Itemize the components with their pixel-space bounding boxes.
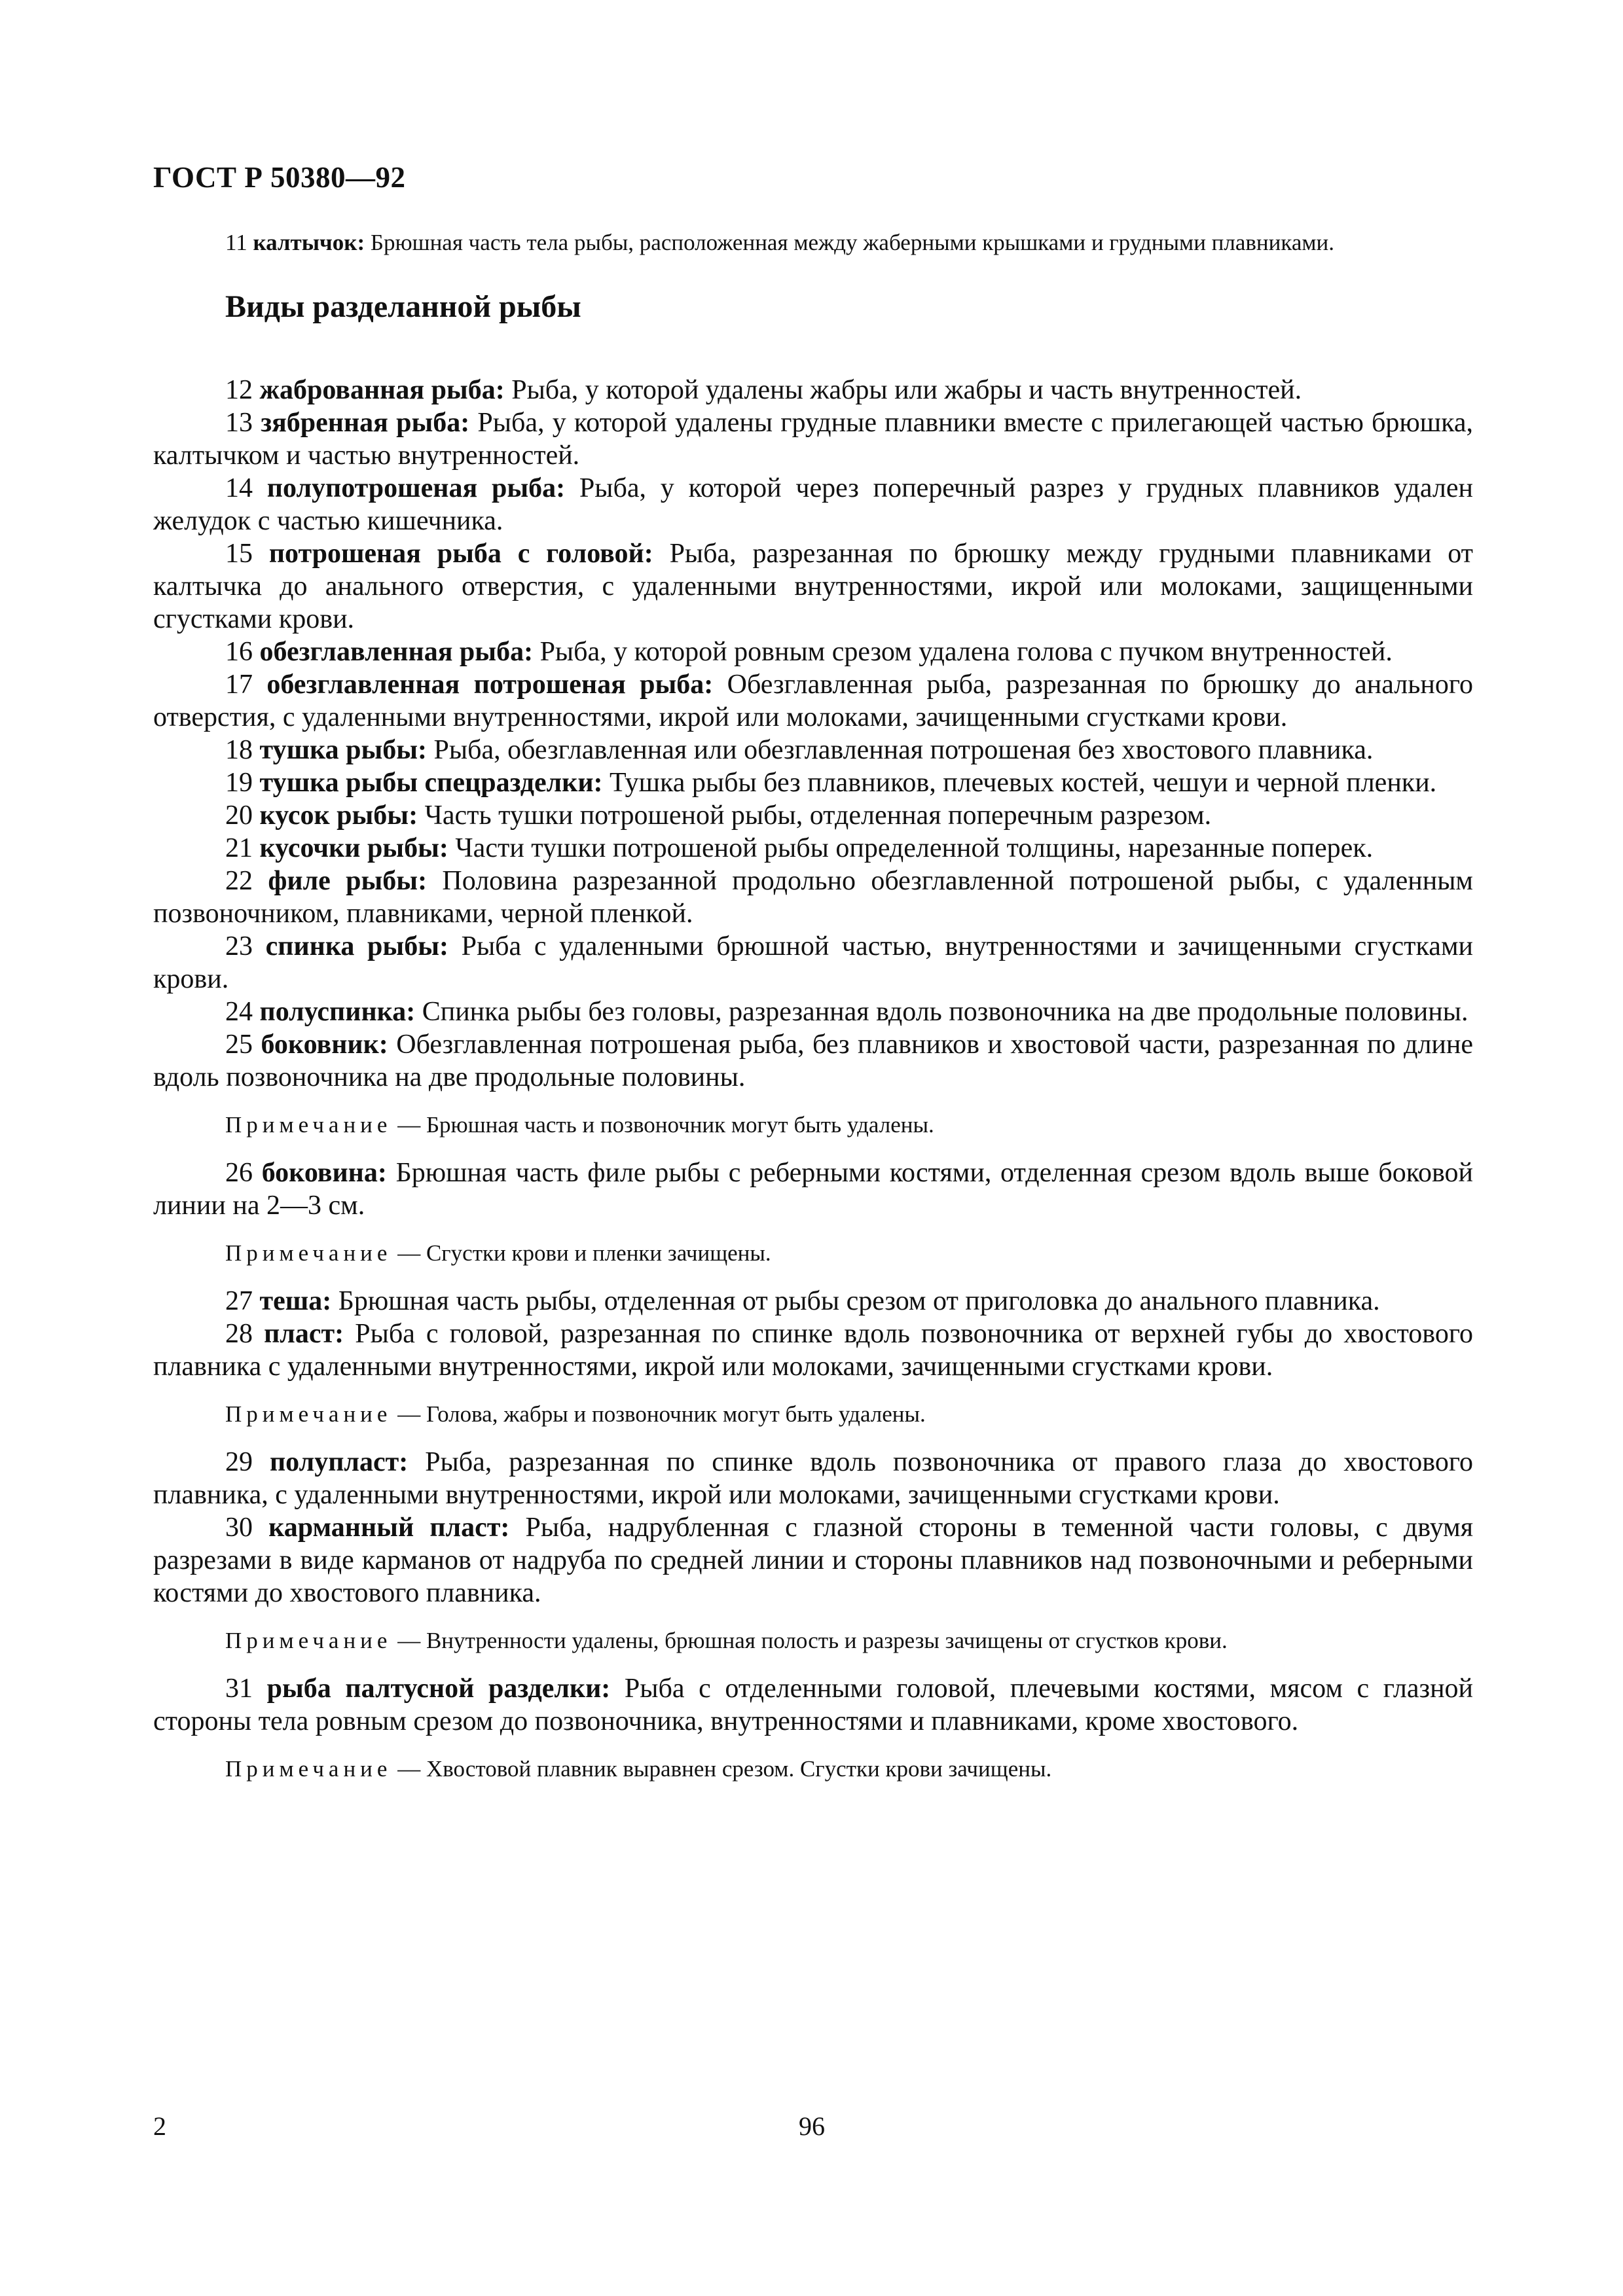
entry-text: Обезглавленная рыба, разрезанная по брюшку до анального отверстия, с удаленными внутренностями, икрой или молоками, зачищенными сгустками крови. [153, 670, 1474, 732]
entry-number: 13 [225, 408, 253, 438]
entry-text: Обезглавленная потрошеная рыба, без плавников и хвостовой части, разрезанная по длине вдоль позвоночника на две продольные половины. [153, 1030, 1474, 1092]
entry-text: Брюшная часть тела рыбы, расположенная между жаберными крышками и грудными плавниками. [370, 230, 1335, 255]
entry-term: полупотрошеная рыба: [266, 473, 566, 503]
note [153, 1111, 1473, 1139]
page-number: 2 [153, 2111, 166, 2141]
definition-entry [153, 996, 1473, 1028]
entry-text: Рыба, у которой через поперечный разрез у грудных плавников удален желудок с частью кишечника. [153, 473, 1473, 536]
entry-term: теша: [259, 1286, 332, 1316]
definition-entry [153, 1157, 1473, 1222]
entry-term: кусок рыбы: [259, 800, 418, 831]
entry-number: 15 [225, 539, 253, 569]
document-header: ГОСТ Р 50380—92 [153, 161, 406, 194]
entry-term: пласт: [264, 1319, 344, 1349]
entry-number: 25 [225, 1030, 253, 1060]
definition-entry [153, 930, 1473, 996]
sheet-number: 96 [799, 2111, 825, 2141]
definition-entry [153, 1511, 1473, 1609]
entry-number: 26 [225, 1158, 253, 1188]
definition-entry [153, 406, 1473, 472]
entry-text: Спинка рыбы без головы, разрезанная вдоль позвоночника на две продольные половины. [422, 997, 1468, 1027]
definition-entry [153, 832, 1473, 865]
entry-text: Рыба с отделенными головой, плечевыми костями, мясом с глазной стороны тела ровным срезом до позвоночника, внутренностями и плавниками, кроме хвостового. [153, 1674, 1474, 1736]
entry-term: калтычок: [253, 230, 365, 255]
note-label: Примечание [225, 1756, 392, 1782]
note-label: Примечание [225, 1628, 392, 1653]
definition-entry [153, 1318, 1473, 1383]
definition-entry [153, 1672, 1473, 1738]
definition-entry [153, 374, 1473, 406]
note-text: — Брюшная часть и позвоночник могут быть удалены. [397, 1112, 934, 1138]
note-label: Примечание [225, 1112, 392, 1138]
definition-list [153, 374, 1473, 1784]
entry-number: 11 [225, 230, 247, 255]
entry-text: Части тушки потрошеной рыбы определенной толщины, нарезанные поперек. [455, 833, 1374, 863]
entry-text: Брюшная часть рыбы, отделенная от рыбы срезом от приголовка до анального плавника. [338, 1286, 1380, 1316]
entry-term: боковина: [261, 1158, 387, 1188]
entry-term: боковник: [261, 1030, 388, 1060]
entry-text: Рыба, у которой ровным срезом удалена голова с пучком внутренностей. [539, 637, 1393, 667]
entry-number: 29 [225, 1447, 253, 1477]
entry-text: Половина разрезанной продольно обезглавленной потрошеной рыбы, с удаленным позвоночником, плавниками, черной пленкой. [153, 866, 1473, 929]
entry-number: 18 [225, 735, 253, 765]
entry-term: тушка рыбы спецразделки: [259, 768, 603, 798]
definition-entry [153, 228, 1473, 257]
definition-entry [153, 734, 1473, 766]
entry-number: 28 [225, 1319, 253, 1349]
entry-number: 19 [225, 768, 253, 798]
entry-text: Часть тушки потрошеной рыбы, отделенная поперечным разрезом. [424, 800, 1212, 831]
document-body [153, 228, 1473, 1801]
section-title: Виды разделанной рыбы [225, 289, 581, 324]
definition-entry [153, 636, 1473, 668]
note-text: — Голова, жабры и позвоночник могут быть удалены. [397, 1401, 926, 1427]
note-label: Примечание [225, 1240, 392, 1266]
entry-term: обезглавленная рыба: [259, 637, 534, 667]
entry-text: Рыба с удаленными брюшной частью, внутренностями и зачищенными сгустками крови. [153, 931, 1474, 994]
definition-entry [153, 1285, 1473, 1318]
note [153, 1400, 1473, 1429]
note [153, 1626, 1473, 1655]
entry-number: 12 [225, 375, 253, 405]
entry-term: карманный пласт: [268, 1513, 510, 1543]
entry-term: кусочки рыбы: [259, 833, 448, 863]
definition-entry [153, 668, 1473, 734]
note-text: — Сгустки крови и пленки зачищены. [397, 1240, 771, 1266]
entry-number: 16 [225, 637, 253, 667]
entry-number: 31 [225, 1674, 253, 1704]
entry-term: полуспинка: [259, 997, 416, 1027]
entry-term: филе рыбы: [268, 866, 428, 896]
note [153, 1239, 1473, 1268]
entry-text: Тушка рыбы без плавников, плечевых костей, чешуи и черной пленки. [610, 768, 1437, 798]
entry-text: Рыба, у которой удалены жабры или жабры и часть внутренностей. [511, 375, 1302, 405]
entry-number: 27 [225, 1286, 253, 1316]
entry-number: 14 [225, 473, 253, 503]
entry-term: потрошеная рыба с головой: [268, 539, 653, 569]
definition-entry [153, 1446, 1473, 1511]
entry-text: Рыба, разрезанная по брюшку между грудными плавниками от калтычка до анального отверстия, с удаленными внутренностями, икрой или молоками, защищенными сгустками крови. [153, 539, 1474, 634]
note [153, 1755, 1473, 1784]
entry-number: 21 [225, 833, 253, 863]
note-text: — Хвостовой плавник выравнен срезом. Сгустки крови зачищены. [397, 1756, 1052, 1782]
entry-text: Рыба, разрезанная по спинке вдоль позвоночника от правого глаза до хвостового плавника, с удаленными внутренностями, икрой или молоками, зачищенными сгустками крови. [153, 1447, 1474, 1510]
entry-number: 17 [225, 670, 253, 700]
entry-term: обезглавленная потрошеная рыба: [266, 670, 714, 700]
definition-entry [153, 766, 1473, 799]
entry-number: 24 [225, 997, 253, 1027]
entry-text: Рыба с головой, разрезанная по спинке вдоль позвоночника от верхней губы до хвостового плавника с удаленными внутренностями, икрой или молоками, зачищенными сгустками крови. [153, 1319, 1474, 1382]
entry-number: 23 [225, 931, 253, 961]
entry-term: тушка рыбы: [259, 735, 428, 765]
entry-term: полупласт: [269, 1447, 409, 1477]
definition-entry [153, 472, 1473, 537]
entry-text: Рыба, надрубленная с глазной стороны в теменной части головы, с двумя разрезами в виде карманов от надруба по средней линии и стороны плавников над позвоночными и реберными костями до хвостового плавника. [153, 1513, 1474, 1608]
definition-entry [153, 799, 1473, 832]
definition-entry [153, 865, 1473, 930]
entry-term: спинка рыбы: [265, 931, 448, 961]
entry-term: зябренная рыба: [261, 408, 470, 438]
entry-number: 30 [225, 1513, 253, 1543]
entry-term: жаброванная рыба: [259, 375, 505, 405]
entry-term: рыба палтусной разделки: [266, 1674, 611, 1704]
note-text: — Внутренности удалены, брюшная полость и разрезы зачищены от сгустков крови. [397, 1628, 1228, 1653]
definition-entry [153, 537, 1473, 636]
entry-number: 20 [225, 800, 253, 831]
note-label: Примечание [225, 1401, 392, 1427]
entry-number: 22 [225, 866, 253, 896]
entry-text: Рыба, обезглавленная или обезглавленная потрошеная без хвостового плавника. [433, 735, 1374, 765]
entry-text: Рыба, у которой удалены грудные плавники вместе с прилегающей частью брюшка, калтычком и частью внутренностей. [153, 408, 1474, 471]
definition-entry [153, 1028, 1473, 1094]
entry-text: Брюшная часть филе рыбы с реберными костями, отделенная срезом вдоль выше боковой линии на 2—3 см. [153, 1158, 1474, 1221]
